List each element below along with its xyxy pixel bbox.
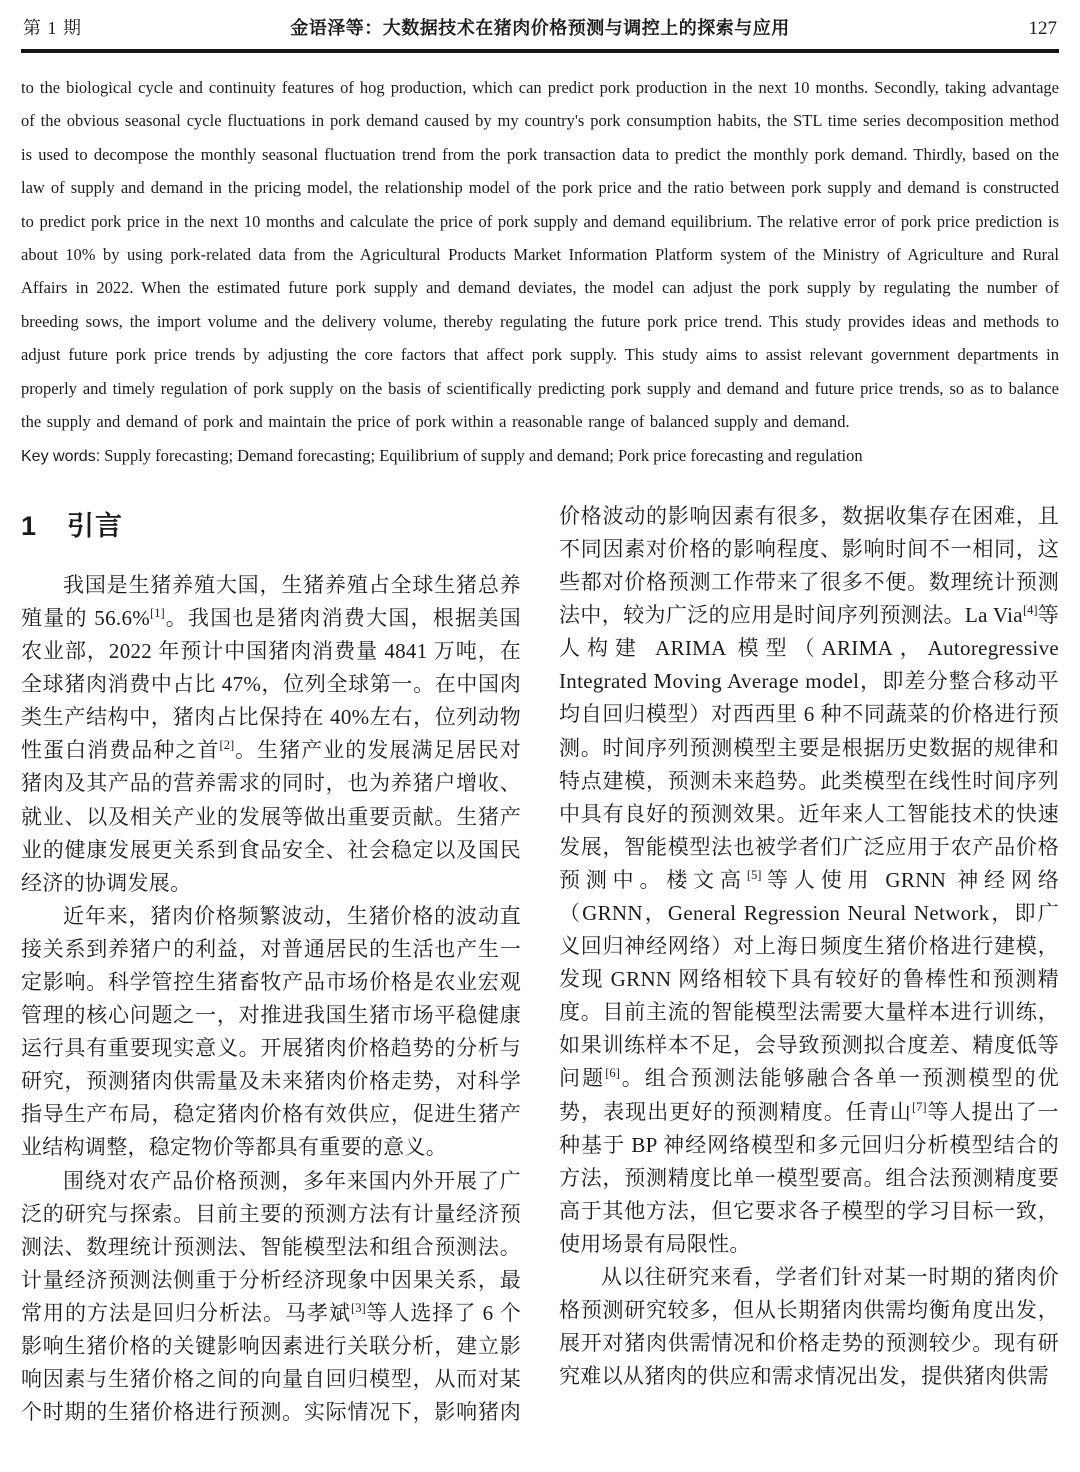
intro-paragraph-4: 从以往研究来看，学者们针对某一时期的猪肉价格预测研究较多，但从长期猪肉供需均衡角度出发，展开对猪肉供需情况和价格走势的预测较少。现有研究难以从猪肉的供应和需求情况出发，提供猪肉供需 xyxy=(559,1265,1059,1389)
keywords-text: Supply forecasting; Demand forecasting; Equilibrium of supply and demand; Pork price forecasting and regulation xyxy=(100,446,863,466)
journal-issue: 第 1 期 xyxy=(23,18,82,38)
introduction-section xyxy=(21,500,1059,1442)
page-number: 127 xyxy=(1028,18,1057,39)
running-header xyxy=(21,12,1059,49)
section-title: 引言 xyxy=(67,510,124,541)
keywords-line xyxy=(21,439,1059,473)
section-number: 1 xyxy=(21,510,38,541)
header-rule xyxy=(21,49,1059,53)
section-heading xyxy=(21,504,521,543)
intro-paragraph-2: 近年来，猪肉价格频繁波动，生猪价格的波动直接关系到养猪户的利益，对普通居民的生活也产生一定影响。科学管控生猪畜牧产品市场价格是农业宏观管理的核心问题之一，对推进我国生猪市场平稳健康运行具有重要现实意义。开展猪肉价格趋势的分析与研究，预测猪肉供需量及未来猪肉价格走势，对科学指导生产布局，稳定猪肉价格有效供应，促进生猪产业结构调整，稳定物价等都具有重要的意义。 xyxy=(21,903,521,1160)
intro-paragraph-3: 围绕对农产品价格预测，多年来国内外开展了广泛的研究与探索。目前主要的预测方法有计量经济预测法、数理统计预测法、智能模型法和组合预测法。计量经济预测法侧重于分析经济现象中因果关系，最常用的方法是回归分析法。马孝斌[3]等人选择了 6 个影响生猪价格的关键影响因素进行关联分析，建立影响因素与生猪价格之间的向量自回归模型，从而对某个时期的生猪价格进行预测。实际情况下，影响猪肉价格波动的影响因素有很多，数据收集存在困难，且不同因素对价格的影响程度、影响时间不一相同，这些都对价格预测工作带来了很多不便。数理统计预测法中，较为广泛的应用是时间序列预测法。La Via[4]等人构建 ARIMA 模型（ARIMA，Autoregressive Integrated Moving Average model，即差分整合移动平均自回归模型）对西西里 6 种不同蔬菜的价格进行预测。时间序列预测模型主要是根据历史数据的规律和特点建模，预测未来趋势。此类模型在线性时间序列中具有良好的预测效果。近年来人工智能技术的快速发展，智能模型法也被学者们广泛应用于农产品价格预测中。楼文高[5]等人使用 GRNN 神经网络（GRNN，General Regression Neural Network，即广义回归神经网络）对上海日频度生猪价格进行建模，发现 GRNN 网络相较下具有较好的鲁棒性和预测精度。目前主流的智能模型法需要大量样本进行训练，如果训练样本不足，会导致预测拟合度差、精度低等问题[6]。组合预测法能够融合各单一预测模型的优势，表现出更好的预测精度。任青山[7]等人提出了一种基于 BP 神经网络模型和多元回归分析模型结合的方法，预测精度比单一模型要高。组合法预测精度要高于其他方法，但它要求各子模型的学习目标一致，使用场景有局限性。 xyxy=(21,503,1059,1425)
abstract-continuation-text: to the biological cycle and continuity features of hog production, which can predict pork production in the next 10 months. Secondly, taking advantage of the obvious seasonal cycle fluctuations in pork demand caused by my country's pork consumption habits, the STL time series decomposition method is used to decompose the monthly seasonal fluctuation trend from the pork transaction data to predict the monthly pork demand. Thirdly, based on the law of supply and demand in the pricing model, the relationship model of the pork price and the ratio between pork supply and demand is constructed to predict pork price in the next 10 months and calculate the price of pork supply and demand equilibrium. The relative error of pork price prediction is about 10% by using pork-related data from the Agricultural Products Market Information Platform system of the Ministry of Agriculture and Rural Affairs in 2022. When the estimated future pork supply and demand deviates, the model can adjust the pork supply by regulating the number of breeding sows, the import volume and the delivery volume, thereby regulating the future pork price trend. This study provides ideas and methods to adjust future pork price trends by adjusting the core factors that affect pork supply. This study aims to assist relevant government departments in properly and timely regulation of pork supply on the basis of scientifically predicting pork supply and demand and future price trends, so as to balance the supply and demand of pork and maintain the price of pork within a reasonable range of balanced supply and demand. xyxy=(21,78,1059,432)
running-title: 金语泽等：大数据技术在猪肉价格预测与调控上的探索与应用 xyxy=(290,18,790,38)
keywords-label: Key words: xyxy=(21,448,101,466)
intro-paragraph-1: 我国是生猪养殖大国，生猪养殖占全球生猪总养殖量的 56.6%[1]。我国也是猪肉消费大国，根据美国农业部，2022 年预计中国猪肉消费量 4841 万吨，在全球猪肉消费中占比 47%，位列全球第一。在中国肉类生产结构中，猪肉占比保持在 40%左右，位列动物性蛋白消费品种之首[2]。生猪产业的发展满足居民对猪肉及其产品的营养需求的同时，也为养猪户增收、就业、以及相关产业的发展等做出重要贡献。生猪产业的健康发展更关系到食品安全、社会稳定以及国民经济的协调发展。 xyxy=(21,572,522,895)
